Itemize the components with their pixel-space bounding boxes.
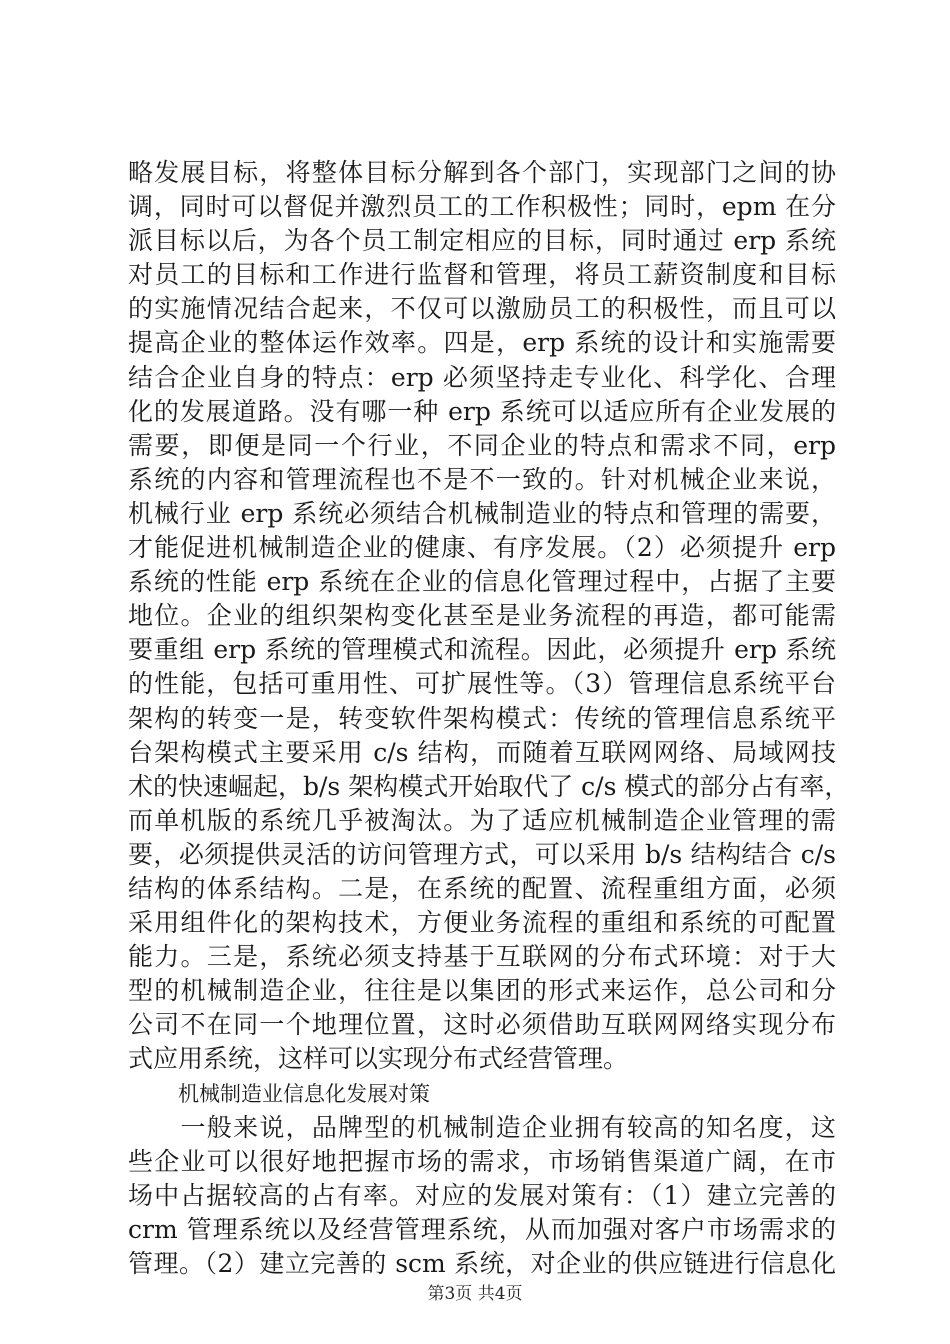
- text-line: 对员工的目标和工作进行监督和管理，将员工薪资制度和目标: [128, 260, 836, 290]
- text-line: 管理。（2）建立完善的 scm 系统，对企业的供应链进行信息化: [128, 1249, 836, 1278]
- text-line: 些企业可以很好地把握市场的需求，市场销售渠道广阔，在市: [128, 1146, 836, 1176]
- text-line: 的性能，包括可重用性、可扩展性等。（3）管理信息系统平台: [128, 669, 836, 699]
- text-line: 提高企业的整体运作效率。四是，erp 系统的设计和实施需要: [128, 328, 836, 358]
- text-line: 架构的转变一是，转变软件架构模式：传统的管理信息系统平: [128, 703, 836, 733]
- text-line: 调，同时可以督促并激烈员工的工作积极性；同时，epm 在分: [128, 192, 836, 222]
- text-line: crm 管理系统以及经营管理系统，从而加强对客户市场需求的: [128, 1214, 836, 1244]
- text-line: 系统的性能 erp 系统在企业的信息化管理过程中，占据了主要: [128, 567, 836, 597]
- document-page: [128, 156, 850, 1281]
- text-line: 式应用系统，这样可以实现分布式经营管理。: [128, 1044, 629, 1074]
- text-line: 地位。企业的组织架构变化甚至是业务流程的再造，都可能需: [128, 601, 836, 631]
- text-line: 结构的体系结构。二是，在系统的配置、流程重组方面，必须: [128, 873, 836, 903]
- text-line: 的实施情况结合起来，不仅可以激励员工的积极性，而且可以: [128, 294, 836, 324]
- page-number-footer: 第3页 共4页: [427, 1284, 523, 1304]
- text-line: 需要，即便是同一个行业，不同企业的特点和需求不同，erp: [128, 430, 836, 460]
- text-line: 结合企业自身的特点：erp 必须坚持走专业化、科学化、合理: [128, 362, 836, 392]
- text-line: 略发展目标，将整体目标分解到各个部门，实现部门之间的协: [128, 158, 836, 187]
- text-line: 术的快速崛起，b/s 架构模式开始取代了 c/s 模式的部分占有率，: [128, 771, 850, 801]
- body-paragraph: [128, 156, 850, 1077]
- text-line: 化的发展道路。没有哪一种 erp 系统可以适应所有企业发展的: [128, 396, 836, 426]
- text-line: 才能促进机械制造企业的健康、有序发展。（2）必须提升 erp: [128, 533, 836, 563]
- text-line: 机械行业 erp 系统必须结合机械制造业的特点和管理的需要，: [128, 498, 836, 528]
- text-line: 一般来说，品牌型的机械制造企业拥有较高的知名度，这: [128, 1112, 836, 1142]
- text-line: 派目标以后，为各个员工制定相应的目标，同时通过 erp 系统: [128, 226, 836, 256]
- text-line: 型的机械制造企业，往往是以集团的形式来运作，总公司和分: [128, 976, 836, 1006]
- text-line: 台架构模式主要采用 c/s 结构，而随着互联网网络、局域网技: [128, 737, 836, 767]
- text-line: 场中占据较高的占有率。对应的发展对策有：（1）建立完善的: [128, 1180, 836, 1210]
- text-line: 采用组件化的架构技术，方便业务流程的重组和系统的可配置: [128, 908, 836, 938]
- text-line: 公司不在同一个地理位置，这时必须借助互联网网络实现分布: [128, 1010, 836, 1040]
- text-line: 要重组 erp 系统的管理模式和流程。因此，必须提升 erp 系统: [128, 635, 836, 665]
- section-paragraph: [128, 1111, 836, 1281]
- section-heading: 机械制造业信息化发展对策: [178, 1081, 430, 1106]
- text-line: 能力。三是，系统必须支持基于互联网的分布式环境：对于大: [128, 942, 836, 972]
- text-line: 要，必须提供灵活的访问管理方式，可以采用 b/s 结构结合 c/s: [128, 839, 836, 869]
- text-line: 系统的内容和管理流程也不是不一致的。针对机械企业来说，: [128, 464, 836, 494]
- text-line: 而单机版的系统几乎被淘汰。为了适应机械制造企业管理的需: [128, 805, 836, 835]
